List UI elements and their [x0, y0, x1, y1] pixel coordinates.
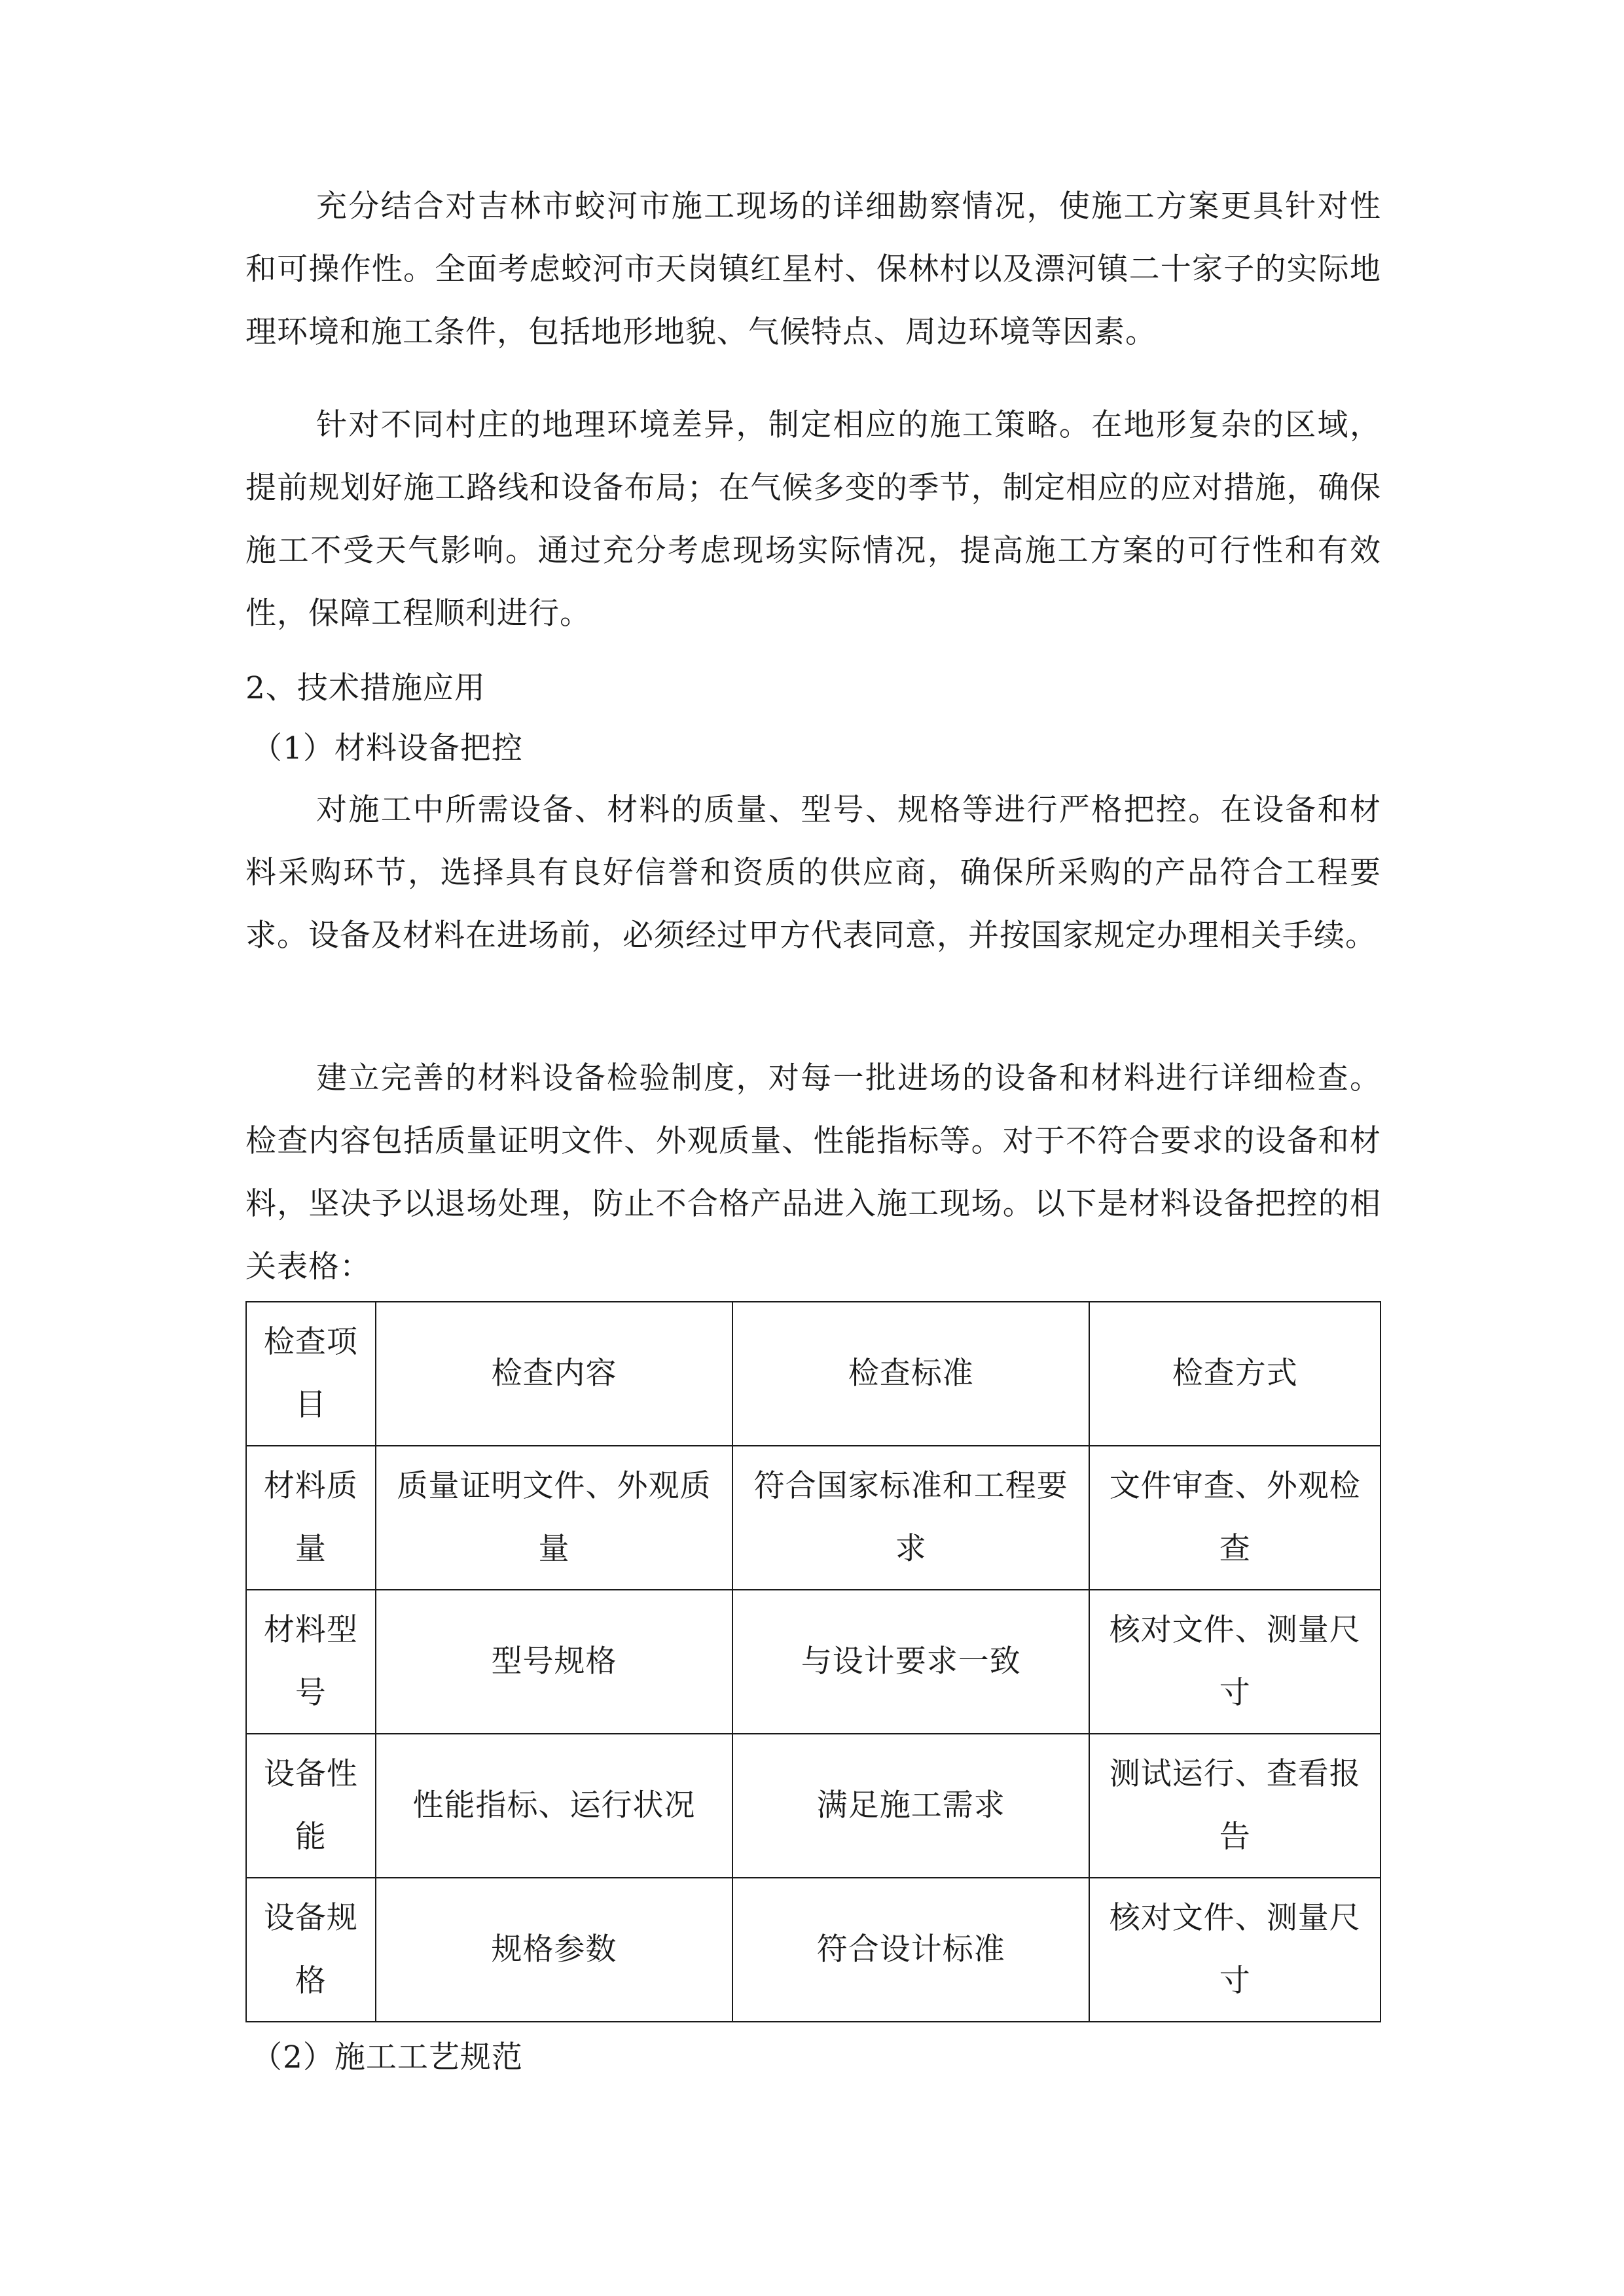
paragraph-inspection-system: 建立完善的材料设备检验制度，对每一批进场的设备和材料进行详细检查。检查内容包括质量证明文件、外观质量、性能指标等。对于不符合要求的设备和材料，坚决予以退场处理，防止不合格产品进入施工现场。以下是材料设备把控的相关表格：: [245, 1060, 1381, 1285]
table-row: [246, 1446, 1380, 1590]
table-cell: 设备规格: [246, 1878, 376, 2022]
paragraph-material-control: 对施工中所需设备、材料的质量、型号、规格等进行严格把控。在设备和材料采购环节，选择具有良好信誉和资质的供应商，确保所采购的产品符合工程要求。设备及材料在进场前，必须经过甲方代表同意，并按国家规定办理相关手续。: [245, 792, 1381, 954]
table-cell: 与设计要求一致: [732, 1590, 1089, 1734]
table-cell: 符合国家标准和工程要求: [732, 1446, 1089, 1590]
table-header-cell: 检查标准: [732, 1302, 1089, 1446]
table-cell: 核对文件、测量尺寸: [1089, 1878, 1380, 2022]
table-row: [246, 1878, 1380, 2022]
paragraph-construction-strategy: 针对不同村庄的地理环境差异，制定相应的施工策略。在地形复杂的区域，提前规划好施工路线和设备布局；在气候多变的季节，制定相应的应对措施，确保施工不受天气影响。通过充分考虑现场实际情况，提高施工方案的可行性和有效性，保障工程顺利进行。: [245, 407, 1381, 632]
paragraph-site-survey: 充分结合对吉林市蛟河市施工现场的详细勘察情况，使施工方案更具针对性和可操作性。全面考虑蛟河市天岗镇红星村、保林村以及漂河镇二十家子的实际地理环境和施工条件，包括地形地貌、气候特点、周边环境等因素。: [245, 188, 1381, 350]
table-header-cell: 检查项目: [246, 1302, 376, 1446]
table-cell: 型号规格: [376, 1590, 732, 1734]
table-cell: 性能指标、运行状况: [376, 1734, 732, 1878]
table-cell: 材料型号: [246, 1590, 376, 1734]
table-cell: 核对文件、测量尺寸: [1089, 1590, 1380, 1734]
table-cell: 设备性能: [246, 1734, 376, 1878]
table-row: [246, 1734, 1380, 1878]
table-cell: 材料质量: [246, 1446, 376, 1590]
table-cell: 测试运行、查看报告: [1089, 1734, 1380, 1878]
table-cell: 文件审查、外观检查: [1089, 1446, 1380, 1590]
table-row: [246, 1590, 1380, 1734]
table-header-cell: 检查方式: [1089, 1302, 1380, 1446]
subsection-heading-material-equipment: （1）材料设备把控: [251, 730, 523, 766]
subsection-heading-construction-process: （2）施工工艺规范: [251, 2039, 523, 2075]
material-equipment-check-table: [245, 1301, 1381, 2022]
table-header-row: [246, 1302, 1380, 1446]
table-cell: 质量证明文件、外观质量: [376, 1446, 732, 1590]
table-cell: 符合设计标准: [732, 1878, 1089, 2022]
section-heading-technical-measures: 2、技术措施应用: [245, 670, 486, 706]
table-cell: 满足施工需求: [732, 1734, 1089, 1878]
table-header-cell: 检查内容: [376, 1302, 732, 1446]
table-cell: 规格参数: [376, 1878, 732, 2022]
